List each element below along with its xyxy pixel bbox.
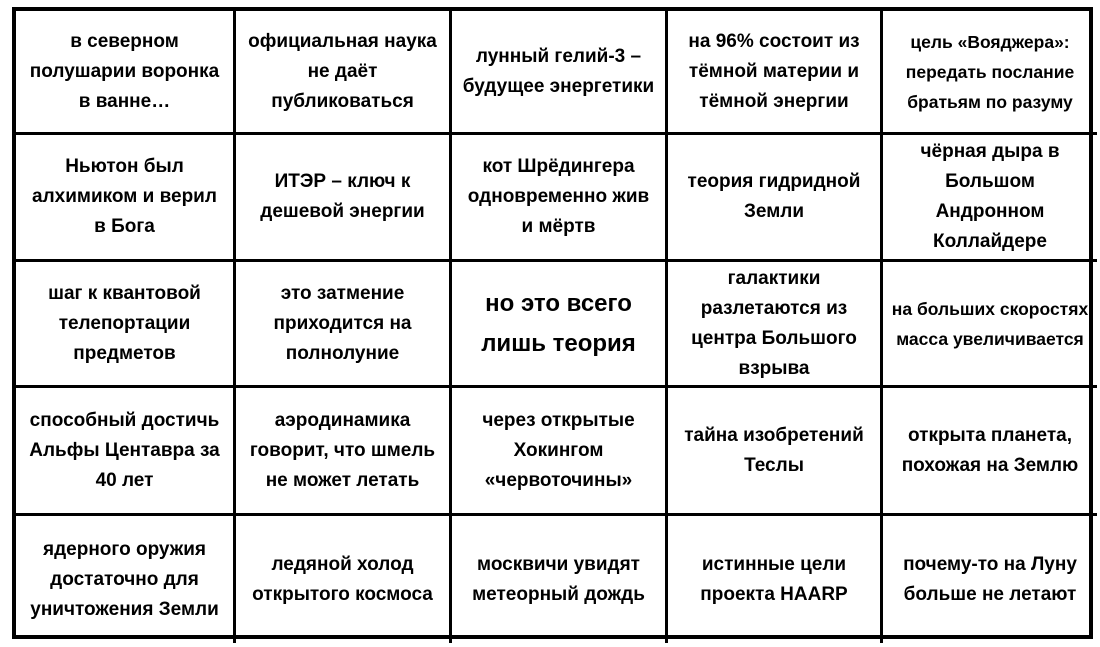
bingo-cell-text: теория гидридной Земли [687, 171, 861, 222]
bingo-cell-r5-c2 [236, 516, 452, 643]
bingo-cell-text: лунный гелий-3 – будущее энергетики [462, 45, 655, 97]
bingo-cell-text: но это всего лишь теория [481, 289, 636, 357]
bingo-cell-r1-c5 [883, 11, 1097, 135]
bingo-cell-text: на больших скоростях масса увеличивается [891, 298, 1089, 349]
bingo-cell-r3-c4 [668, 262, 883, 388]
bingo-cell-r2-c1 [16, 135, 236, 262]
bingo-cell-text: почему-то на Луну больше не летают [903, 553, 1077, 605]
bingo-cell-r2-c5 [883, 135, 1097, 262]
bingo-cell-r1-c3 [452, 11, 668, 135]
bingo-cell-r3-c1 [16, 262, 236, 388]
bingo-cell-r5-c1 [16, 516, 236, 643]
bingo-cell-text: способный достичь Альфы Центавра за 40 лет [29, 409, 220, 491]
bingo-cell-r4-c3 [452, 388, 668, 516]
bingo-cell-text: истинные цели проекта HAARP [700, 553, 848, 605]
bingo-cell-r1-c2 [236, 11, 452, 135]
bingo-cell-text: на 96% состоит из тёмной материи и тёмной энергии [688, 30, 860, 112]
bingo-cell-text: цель «Вояджера»: передать послание братьям по разуму [905, 31, 1075, 112]
bingo-cell-text: официальная наука не даёт публиковаться [248, 30, 437, 112]
bingo-cell-r2-c3 [452, 135, 668, 262]
bingo-cell-r3-c5 [883, 262, 1097, 388]
bingo-cell-r1-c1 [16, 11, 236, 135]
bingo-cell-r4-c2 [236, 388, 452, 516]
bingo-cell-center [452, 262, 668, 388]
bingo-cell-text: ледяной холод открытого космоса [252, 553, 433, 605]
bingo-cell-text: открыта планета, похожая на Землю [901, 424, 1079, 476]
bingo-cell-text: это затмение приходится на полнолуние [273, 282, 412, 364]
bingo-cell-text: аэродинамика говорит, что шмель не может летать [249, 409, 436, 491]
bingo-cell-r2-c4 [668, 135, 883, 262]
bingo-cell-text: тайна изобретений Теслы [684, 424, 864, 476]
bingo-cell-r5-c5 [883, 516, 1097, 643]
bingo-grid [12, 7, 1093, 639]
bingo-cell-r4-c5 [883, 388, 1097, 516]
bingo-cell-text: ядерного оружия достаточно для уничтожения Земли [30, 538, 219, 620]
bingo-cell-r4-c4 [668, 388, 883, 516]
bingo-cell-text: галактики разлетаются из центра Большого взрыва [691, 267, 857, 379]
bingo-cell-text: москвичи увидят метеорный дождь [472, 553, 645, 605]
bingo-cell-text: ИТЭР – ключ к дешевой энергии [260, 171, 425, 222]
bingo-cell-text: чёрная дыра в Большом Андронном Коллайдере [920, 141, 1060, 252]
bingo-cell-r1-c4 [668, 11, 883, 135]
bingo-cell-r2-c2 [236, 135, 452, 262]
bingo-cell-r3-c2 [236, 262, 452, 388]
bingo-cell-text: кот Шрёдингера одновременно жив и мёртв [467, 156, 650, 237]
bingo-cell-r5-c3 [452, 516, 668, 643]
bingo-cell-text: шаг к квантовой телепортации предметов [48, 282, 201, 364]
bingo-cell-text: через открытые Хокингом «червоточины» [482, 409, 635, 491]
bingo-cell-text: Ньютон был алхимиком и верил в Бога [32, 156, 217, 237]
bingo-cell-r5-c4 [668, 516, 883, 643]
bingo-cell-text: в северном полушарии воронка в ванне… [29, 30, 220, 112]
bingo-cell-r4-c1 [16, 388, 236, 516]
